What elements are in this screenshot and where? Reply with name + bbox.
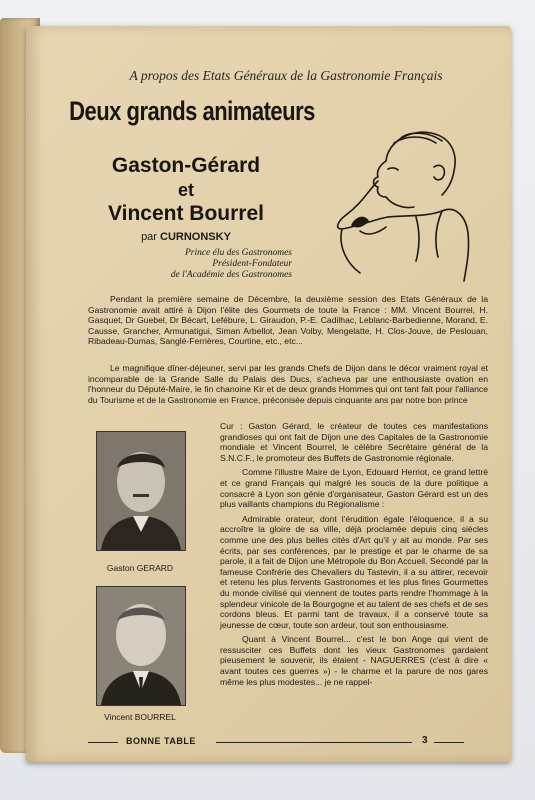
credential-line: de l'Académie des Gastronomes bbox=[170, 270, 292, 280]
portrait-photo-vincent-bourrel bbox=[96, 586, 186, 706]
caricature-sketch bbox=[316, 121, 481, 286]
footer-rule bbox=[434, 742, 464, 743]
paragraph-intro: Pendant la première semaine de Décembre, la deuxième session des Etats Généraux de la Gastronomie avait attiré à Dijon l'élite des Gourmets de toute la France : MM. Vincent Bourrel, H. Gasquet, Dr Guebel, Dr Bécart, Lefébure, L. Giraudon, P.-E. Cadilhac, Leblanc-Barbedienne, Morand, E. Causse, Grancher, Armunatigui, Siman Arbellot, Jean Volby, Mengelatte, H. Clos-Jouve, de Peslouan, Ribadeau-Dumas, Sanglé-Ferrières, Courtine, etc., etc... bbox=[88, 294, 488, 347]
magazine-page bbox=[26, 26, 511, 762]
credential-line: Prince élu des Gastronomes bbox=[184, 248, 292, 258]
paragraph-bourrel: Quant à Vincent Bourrel... c'est le bon Ange qui vient de ressusciter ces Buffets dont les vieux Gastronomes gardaient pieusement le souvenir, ils étaient - NAGUERRES (c'est à dire « avant toutes ces guerres ») - le charme et la parure de nos gares même les plus modestes... je ne rappel- bbox=[220, 634, 488, 687]
footer-rule bbox=[216, 742, 412, 743]
page-number: 3 bbox=[422, 735, 428, 746]
byline-author: CURNONSKY bbox=[160, 231, 231, 243]
footer-rule bbox=[88, 742, 118, 743]
credential-line: Président-Fondateur bbox=[212, 259, 292, 269]
headline: Deux grands animateurs bbox=[69, 96, 315, 126]
portrait-photo-gaston-gerard bbox=[96, 431, 186, 551]
footer-magazine-name: BONNE TABLE bbox=[126, 736, 196, 746]
paragraph-orator: Admirable orateur, dont l'érudition égale l'éloquence, il a su accroître la gloire de sa ville, déjà proclamée depuis cinq siècles comme une des plus belles cités d'Art qu'il y ait au monde. Par ses écrits, par ses conférences, par le prestige et par le charme de sa parole, il a fait de Dijon une Métropole du Bon Accueil. Secondé par la fameuse Confrérie des Chevaliers du Tastevin, il a su attirer, recevoir et retenu les plus fervents Gastronomes et les plus fines Gourmettes du monde civilisé qui viennent de toutes parts rendre l'hommage à la splendeur vinicole de la Bourgogne et au talent de ses chefs et de ses cordons bleus. Et parmi tant de travaux, il a conservé toute sa jeunesse de cœur, toute son ardeur, tout son enthousiasme. bbox=[220, 513, 488, 630]
name-gaston-gerard: Gaston-Gérard bbox=[111, 154, 261, 177]
byline bbox=[86, 231, 286, 243]
supertitle: A propos des Etats Généraux de la Gastronomie Français bbox=[129, 68, 443, 83]
conjunction: et bbox=[177, 180, 194, 200]
right-column-text bbox=[220, 421, 488, 691]
author-credentials bbox=[102, 248, 292, 281]
caption-gaston-gerard: Gaston GERARD bbox=[106, 563, 174, 573]
paragraph-dinner: Le magnifique dîner-déjeuner, servi par les grands Chefs de Dijon dans le décor vraiment royal et incomparable de la Grande Salle du Palais des Ducs, s'acheva par une enthousiaste ovation en l'honneur du Député-Maire, le fin chanoine Kir et de deux grands Hommes qui ont tant fait pour l'alliance du Tourisme et de la Gastronomie en France, préconisée depuis cinquante ans par notre bon prince bbox=[88, 363, 488, 405]
caption-vincent-bourrel: Vincent BOURREL bbox=[104, 712, 176, 722]
paragraph-herriot: Comme l'illustre Maire de Lyon, Edouard Herriot, ce grand lettré et ce grand Français qui malgré les soucis de la dure politique a consacré à Lyon son génie d'organisateur, Gaston Gérard est un des plus vaillants champions du Régionalisme : bbox=[220, 467, 488, 510]
byline-prefix: par bbox=[141, 231, 157, 243]
paragraph-continuation: Cur : Gaston Gérard, le créateur de toutes ces manifestations grandioses qui ont fait de Dijon une des Capitales de la Gastronomie mondiale et Vincent Bourrel, le célèbre Secrétaire général de la S.N.C.F., le promoteur des Buffets de Gastronomie régionale. bbox=[220, 421, 488, 463]
name-vincent-bourrel: Vincent Bourrel bbox=[108, 202, 264, 225]
